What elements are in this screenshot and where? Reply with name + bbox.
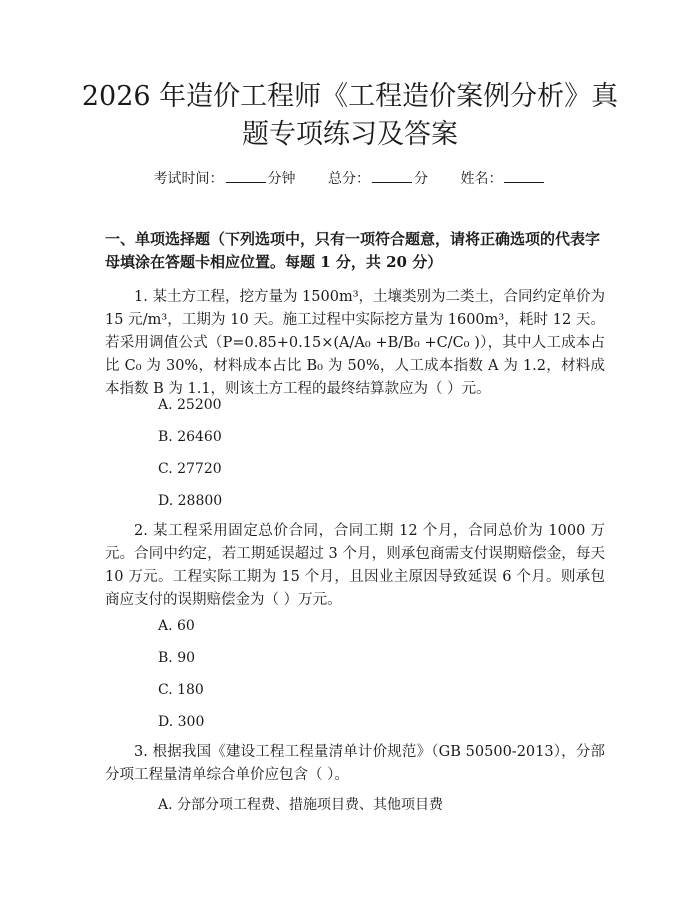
question-3-stem: 3. 根据我国《建设工程工程量清单计价规范》（GB 50500-2013），分部分项工程量清单综合单价应包含（ ）。 — [105, 744, 605, 783]
question-3-option-a[interactable]: A. 分部分项工程费、措施项目费、其他项目费 — [158, 797, 444, 813]
section-heading: 一、单项选择题（下列选项中，只有一项符合题意，请将正确选项的代表字母填涂在答题卡相应位置。每题 1 分，共 20 分） — [105, 230, 601, 271]
question-2-stem: 2. 某工程采用固定总价合同，合同工期 12 个月，合同总价为 1000 万元。合同中约定，若工期延误超过 3 个月，则承包商需支付误期赔偿金，每天 10 万元。工程实际工期为 15 个月，且因业主原因导致延误 6 个月。则承包商应支付的误期赔偿金为（ ）万元。 — [105, 523, 605, 608]
question-1-option-c[interactable]: C. 27720 — [158, 461, 222, 477]
exam-time-blank[interactable] — [226, 168, 266, 183]
total-score-unit: 分 — [414, 171, 428, 187]
question-1-option-a[interactable]: A. 25200 — [158, 397, 222, 413]
document-title: 2026 年造价工程师《工程造价案例分析》真题专项练习及答案 — [81, 81, 619, 150]
total-score — [328, 168, 428, 189]
question-2-option-d[interactable]: D. 300 — [158, 714, 205, 730]
question-1-stem: 1. 某土方工程，挖方量为 1500m³，土壤类别为二类土，合同约定单价为 15 元/m³，工期为 10 天。施工过程中实际挖方量为 1600m³，耗时 12 天。若采用调值公式（P=0.85+0.15×(A/A₀ +B/B₀ +C/C₀ )），其中人工成本占比 C₀ 为 30%，材料成本占比 B₀ 为 50%，人工成本指数 A 为 1.2，材料成本指数 B 为 1.1，则该土方工程的最终结算款应为（ ）元。 — [105, 289, 606, 397]
total-score-label: 总分： — [328, 171, 370, 187]
student-name-blank[interactable] — [504, 168, 544, 183]
exam-time-unit: 分钟 — [267, 171, 296, 187]
student-name-label: 姓名： — [460, 171, 503, 187]
question-2-option-a[interactable]: A. 60 — [158, 618, 195, 634]
question-1-option-b[interactable]: B. 26460 — [158, 429, 222, 445]
question-2-option-c[interactable]: C. 180 — [158, 682, 204, 698]
question-1-option-d[interactable]: D. 28800 — [158, 493, 223, 509]
question-2-option-b[interactable]: B. 90 — [158, 650, 196, 666]
exam-time — [154, 168, 296, 189]
exam-time-label: 考试时间： — [153, 171, 224, 187]
exam-info-line — [0, 168, 700, 189]
student-name — [460, 168, 546, 189]
total-score-blank[interactable] — [372, 168, 412, 183]
